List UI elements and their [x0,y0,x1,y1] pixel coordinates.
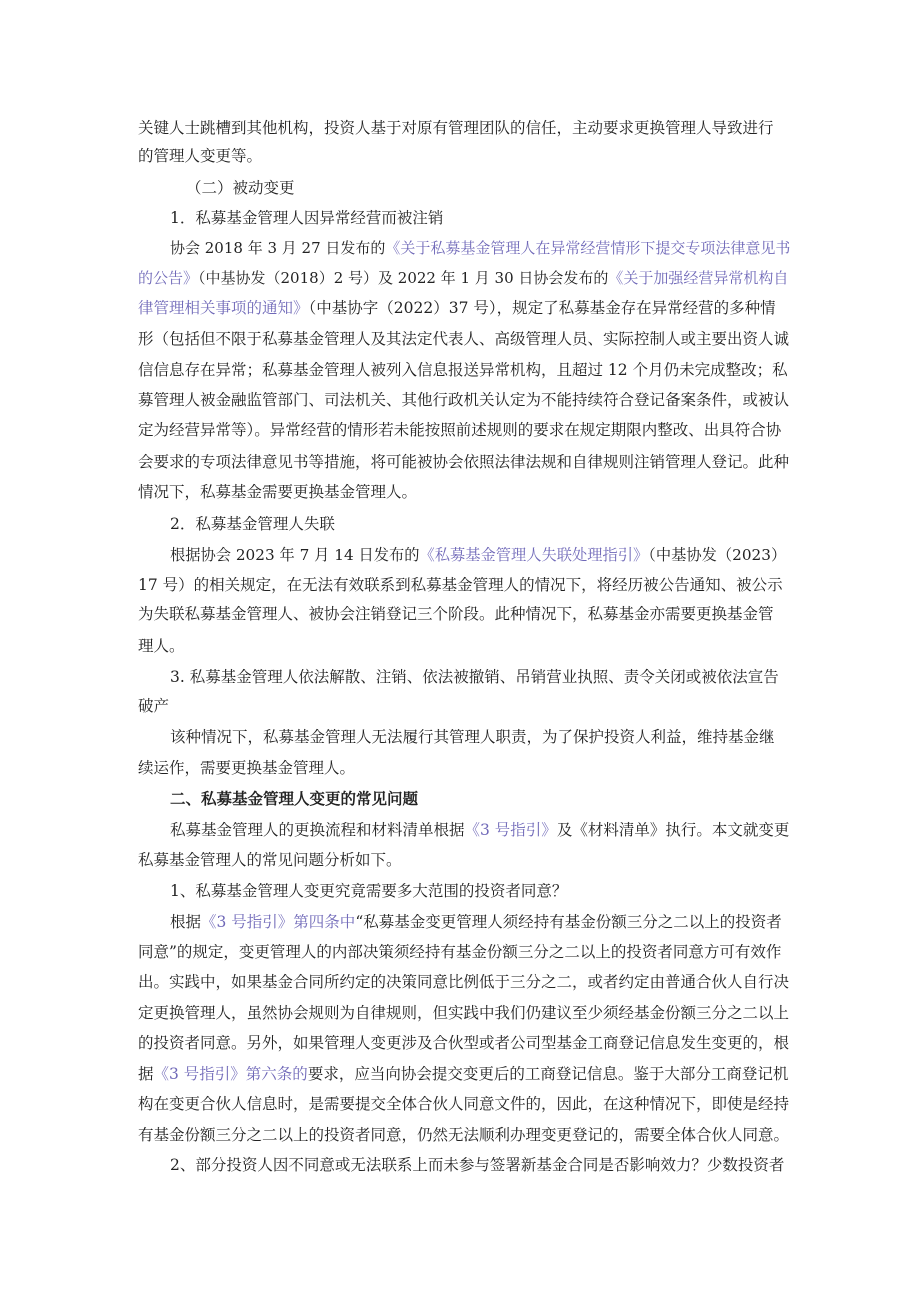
text-run: 根据协会 2023 年 7 月 14 日发布的 [170,546,420,564]
text-run: 2．私募基金管理人失联 [170,515,335,533]
text-run: 协会 2018 年 3 月 27 日发布的 [170,239,386,257]
text-run: 关键人士跳槽到其他机构，投资人基于对原有管理团队的信任，主动要求更换管理人导致进行 [138,119,774,137]
text-run: （中基协字（2022）37 号），规定了私募基金存在异常经营的多种情 [308,299,776,317]
text-line [138,482,417,502]
document-link[interactable]: 《3 号指引》第六条的 [153,1065,308,1083]
text-line [138,850,402,870]
text-run: 会要求的专项法律意见书等措施，将可能被协会依照法律法规和自律规则注销管理人登记。此种 [138,453,790,471]
text-run: 定为经营异常等）。异常经营的情形若未能按照前述规则的要求在规定期限内整改、出具符合协 [138,421,782,439]
text-line [138,972,789,992]
text-run: 及《材料清单》执行。本文就变更 [556,821,790,839]
text-run: 续运作，需要更换基金管理人。 [138,759,356,777]
text-run: 据 [138,1065,154,1083]
document-link[interactable]: 《私募基金管理人失联处理指引》 [419,546,649,564]
text-line [138,1003,789,1023]
text-run: 理人。 [138,637,185,655]
text-line [170,545,786,565]
text-line [138,942,781,962]
document-link[interactable]: 《3 号指引》 [464,821,557,839]
subsection-heading [170,208,443,228]
text-line [138,696,169,716]
text-line [138,360,788,380]
document-link[interactable]: 《关于加强经营异常机构自 [608,269,789,287]
text-run: 3. 私募基金管理人依法解散、注销、依法被撤销、吊销营业执照、责令关闭或被依法宣告 [170,668,779,686]
document-link[interactable]: 《关于私募基金管理人在异常经营情形下提交专项法律意见书 [385,239,791,257]
question-heading [170,881,567,901]
text-run: 破产 [138,697,170,715]
text-run: “私募基金变更管理人须经持有基金份额三分之二以上的投资者 [355,913,782,931]
text-run: 信信息存在异常；私募基金管理人被列入信息报送异常机构，且超过 12 个月仍未完成整改；私 [138,361,788,379]
text-run: 为失联私募基金管理人、被协会注销登记三个阶段。此种情况下，私募基金亦需要更换基金管 [138,605,774,623]
text-line [138,575,783,595]
text-run: 募管理人被金融监管部门、司法机关、其他行政机关认定为不能持续符合登记备案条件，或被认 [138,391,790,409]
text-line [170,727,775,747]
text-line [138,146,262,166]
text-run: （中基协发（2018）2 号）及 2022 年 1 月 30 日协会发布的 [198,269,609,287]
text-line [138,118,774,138]
text-line [138,298,776,318]
text-run: 私募基金管理人的更换流程和材料清单根据 [170,821,465,839]
text-run: 构在变更合伙人信息时，是需要提交全体合伙人同意文件的，因此，在这种情况下，即使是经持 [138,1095,790,1113]
text-run: 该种情况下，私募基金管理人无法履行其管理人职责，为了保护投资人利益，维持基金继 [170,728,775,746]
text-line [170,820,789,840]
text-run: 1．私募基金管理人因异常经营而被注销 [170,209,444,227]
section-heading [170,789,418,809]
text-run: 有基金份额三分之二以上的投资者同意，仍然无法顺利办理变更登记的，需要全体合伙人同意。 [138,1126,790,1144]
text-run: 私募基金管理人的常见问题分析如下。 [138,851,402,869]
text-run: 1、私募基金管理人变更究竟需要多大范围的投资者同意？ [170,882,568,900]
text-run: 2、部分投资人因不同意或无法联系上而未参与签署新基金合同是否影响效力？少数投资者 [170,1156,785,1174]
text-line [138,420,781,440]
text-line [138,268,788,288]
text-line [170,912,782,932]
text-line [138,329,789,349]
text-run: 二、私募基金管理人变更的常见问题 [170,789,419,808]
text-run: （中基协发（2023） [648,546,787,564]
text-line [138,604,774,624]
text-line [138,390,789,410]
text-run: （二）被动变更 [186,179,295,197]
text-line [138,636,185,656]
section-heading [186,178,295,198]
text-run: 同意”的规定，变更管理人的内部决策须经持有基金份额三分之二以上的投资者同意方可有效作 [138,943,782,961]
text-run: 的管理人变更等。 [138,147,263,165]
text-run: 要求，应当向协会提交变更后的工商登记信息。鉴于大部分工商登记机 [307,1065,789,1083]
subsection-heading [170,514,335,534]
text-run: 根据 [170,913,202,931]
text-line [138,452,789,472]
text-run: 出。实践中，如果基金合同所约定的决策同意比例低于三分之二，或者约定由普通合伙人自行决 [138,973,790,991]
document-link[interactable]: 律管理相关事项的通知》 [138,299,309,317]
subsection-heading [170,667,779,687]
question-heading [170,1155,784,1175]
text-line [138,1094,789,1114]
text-line [138,758,355,778]
text-line [138,1125,789,1145]
text-line [170,238,790,258]
text-run: 的投资者同意。另外，如果管理人变更涉及合伙型或者公司型基金工商登记信息发生变更的，根 [138,1034,790,1052]
document-link[interactable]: 的公告》 [138,269,199,287]
text-line [138,1064,788,1084]
document-link[interactable]: 《3 号指引》第四条中 [201,913,356,931]
text-run: 17 号）的相关规定，在无法有效联系到私募基金管理人的情况下，将经历被公告通知、被公示 [138,576,783,594]
text-run: 定更换管理人，虽然协会规则为自律规则，但实践中我们仍建议至少须经基金份额三分之二以上 [138,1004,790,1022]
text-run: 情况下，私募基金需要更换基金管理人。 [138,483,418,501]
text-run: 形（包括但不限于私募基金管理人及其法定代表人、高级管理人员、实际控制人或主要出资人诚 [138,330,790,348]
text-line [138,1033,789,1053]
